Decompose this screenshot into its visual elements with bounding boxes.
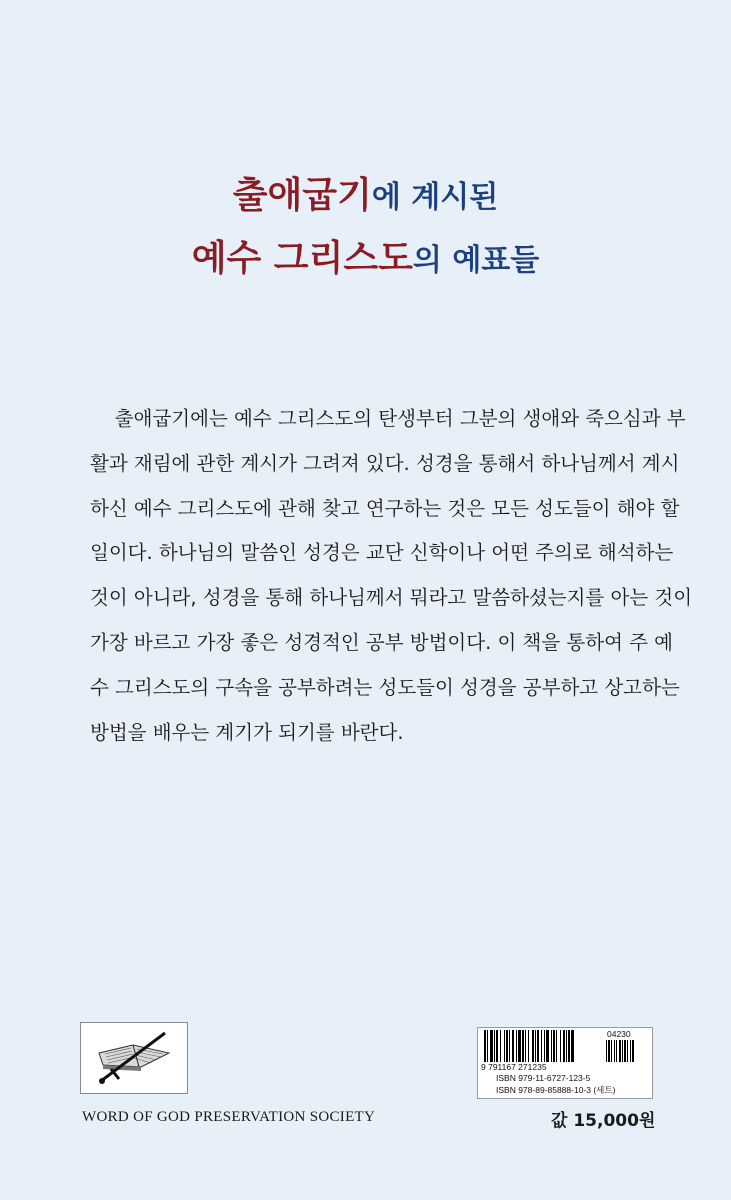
description-line: 일이다. 하나님의 말씀인 성경은 교단 신학이나 어떤 주의로 해석하는 <box>90 541 674 565</box>
description-line: 가장 바르고 가장 좋은 성경적인 공부 방법이다. 이 책을 통하여 주 예 <box>90 630 673 654</box>
publisher-name: WORD OF GOD PRESERVATION SOCIETY <box>82 1109 376 1125</box>
publisher-logo <box>80 1022 188 1094</box>
description-line: 것이 아니라, 성경을 통해 하나님께서 뭐라고 말씀하셨는지를 아는 것이 <box>90 586 693 610</box>
title-suffix-2: 의 예표들 <box>412 243 540 278</box>
price-label: 값 15,000원 <box>551 1111 656 1131</box>
description-line: 활과 재림에 관한 계시가 그려져 있다. 성경을 통해서 하나님께서 계시 <box>90 451 680 475</box>
description-line: 출애굽기에는 예수 그리스도의 탄생부터 그분의 생애와 죽으심과 부 <box>90 407 686 430</box>
isbn-line-2: ISBN 978-89-85888-10-3 (세트) <box>496 1085 616 1095</box>
open-bible-with-sword-icon <box>81 1023 187 1093</box>
barcode-addon-number: 04230 <box>607 1029 631 1039</box>
isbn-barcode <box>477 1027 653 1099</box>
title-highlight-exodus: 출애굽기 <box>232 175 372 216</box>
description-line: 방법을 배우는 계기가 되기를 바란다. <box>90 720 404 744</box>
title-line-1 <box>0 175 731 216</box>
isbn-line-1: ISBN 979-11-6727-123-5 <box>496 1073 591 1083</box>
description-paragraph <box>90 397 693 755</box>
book-title <box>0 175 731 279</box>
title-highlight-jesus-christ: 예수 그리스도 <box>191 238 413 279</box>
title-suffix-1: 에 계시된 <box>371 180 499 215</box>
title-line-2 <box>0 238 731 279</box>
description-line: 하신 예수 그리스도에 관해 찾고 연구하는 것은 모든 성도들이 해야 할 <box>90 496 680 520</box>
barcode-number: 9 791167 271235 <box>481 1062 547 1072</box>
description-line: 수 그리스도의 구속을 공부하려는 성도들이 성경을 공부하고 상고하는 <box>90 675 680 699</box>
